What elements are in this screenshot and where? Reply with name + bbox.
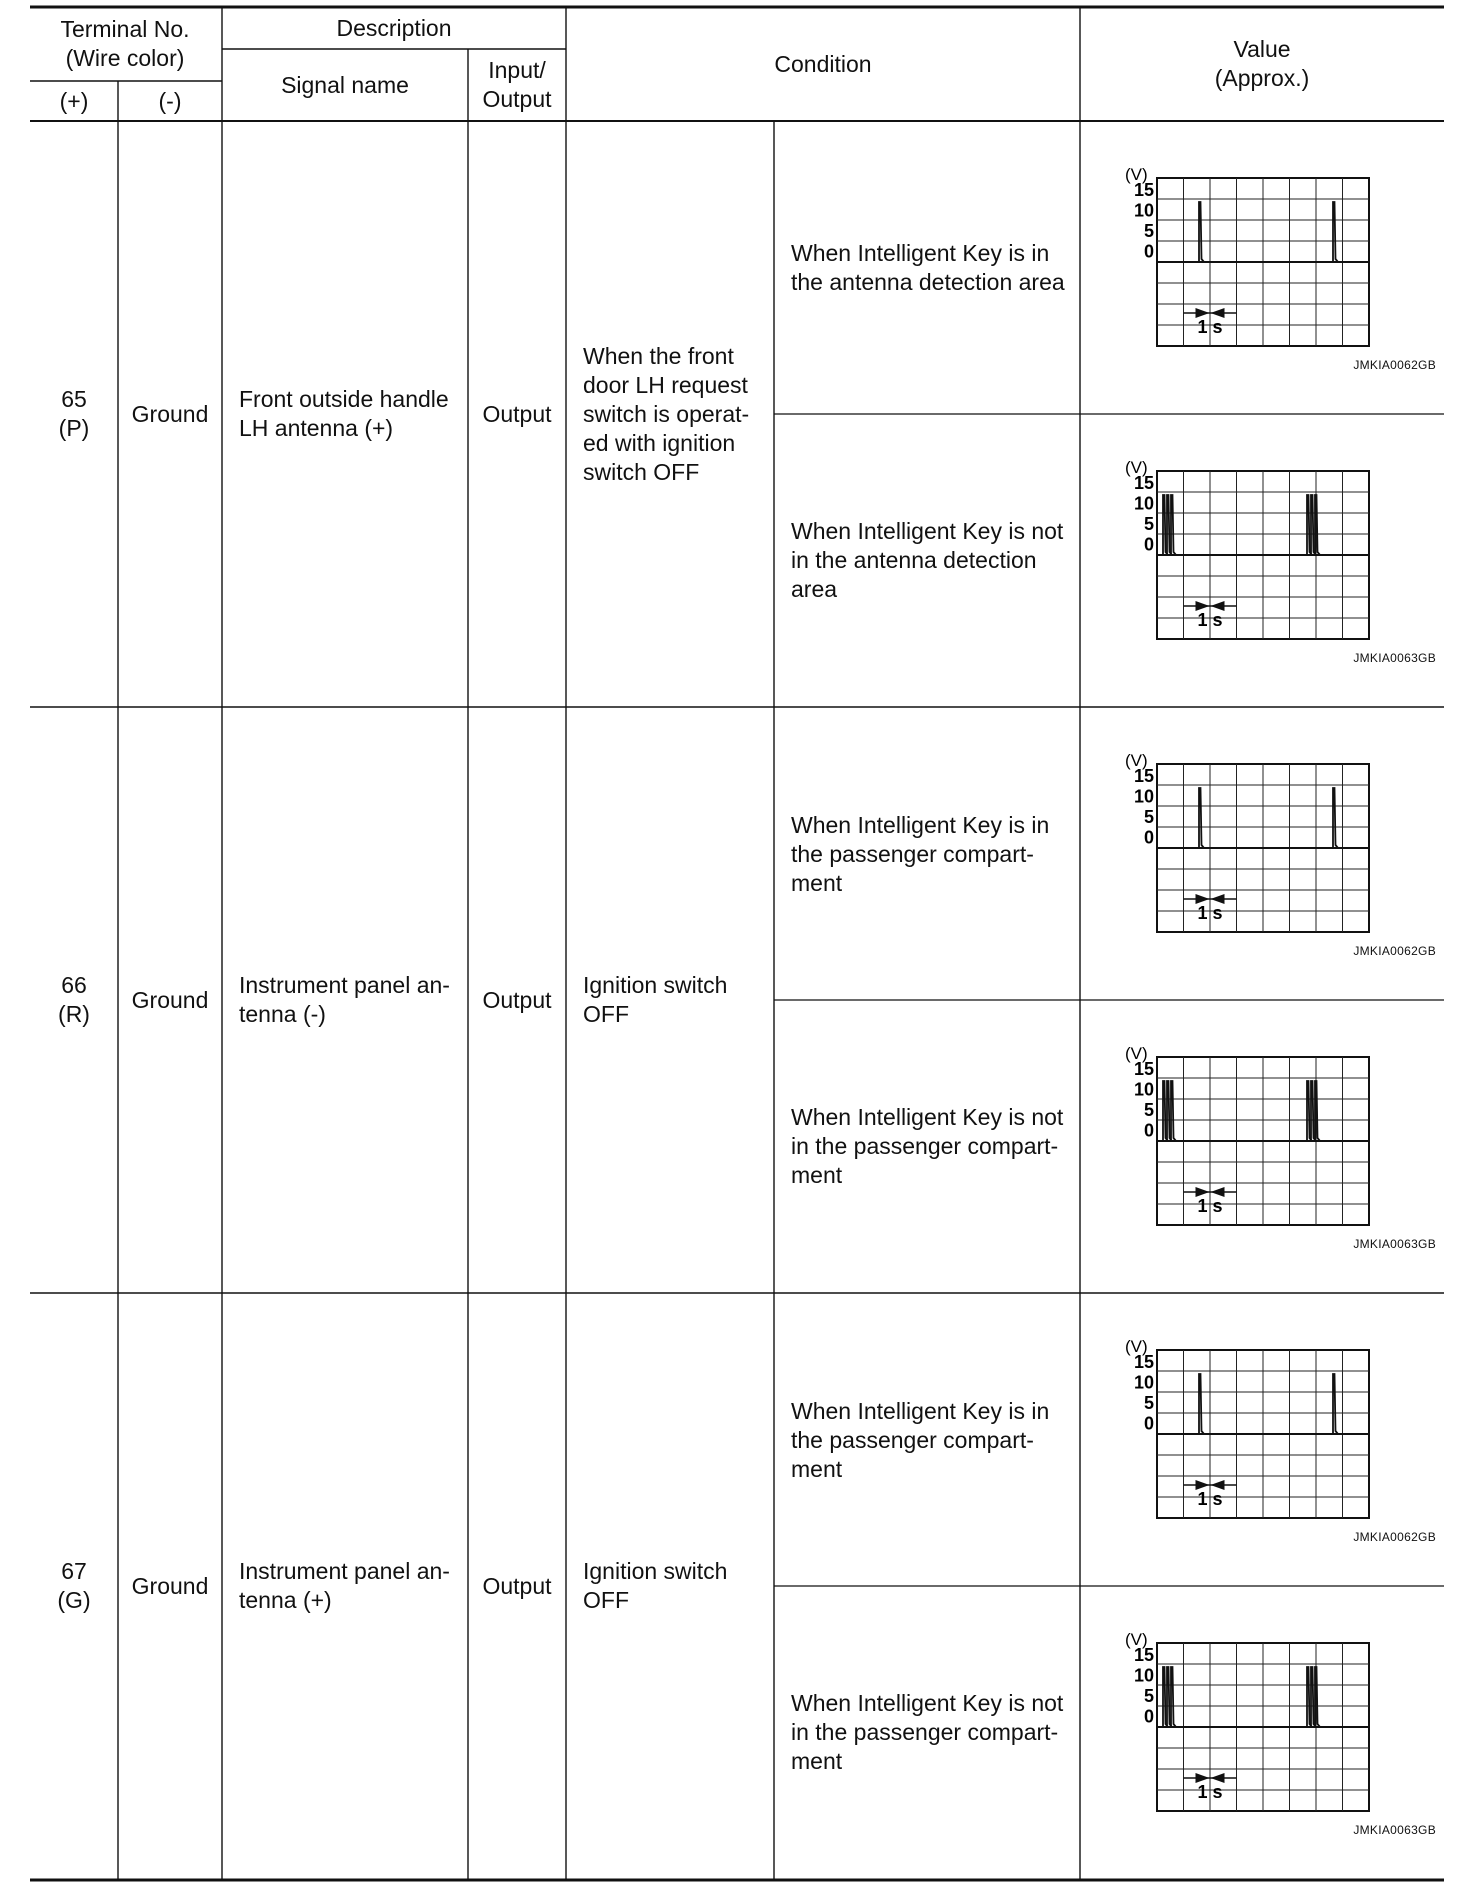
scope-y-tick: 0 (1143, 1706, 1154, 1727)
header-description: Description (336, 14, 452, 41)
header-minus: (-) (158, 87, 182, 114)
waveform-pulse (1171, 495, 1176, 555)
waveform-65-single (1115, 160, 1375, 356)
waveform-pulse (1199, 202, 1204, 262)
row-65-terminal: 65 (P) (58, 386, 90, 441)
figure-code-67-2: JMKIA0063GB (1353, 1823, 1436, 1837)
scope-y-tick: 15 (1133, 1059, 1154, 1079)
waveform-pulse (1315, 1667, 1320, 1727)
waveform-65-burst (1115, 453, 1375, 649)
header-condition: Condition (774, 50, 872, 77)
scope-y-tick: 10 (1133, 786, 1154, 807)
waveform-pulse (1333, 1374, 1338, 1434)
waveform-66-burst (1115, 1039, 1375, 1235)
figure-code-65-2: JMKIA0063GB (1353, 651, 1436, 665)
figure-code-66-2: JMKIA0063GB (1353, 1237, 1436, 1251)
figure-code-67-1: JMKIA0062GB (1353, 1530, 1436, 1544)
time-marker-label: 1 s (1197, 1196, 1223, 1216)
waveform-pulse (1171, 1081, 1176, 1141)
scope-y-tick: 5 (1143, 807, 1154, 827)
row-65-condition: When the front door LH request switch is operat- ed with ignition switch OFF (583, 342, 750, 485)
header-input-output: Input/ Output (482, 57, 552, 112)
scope-y-tick: 10 (1133, 1079, 1154, 1100)
time-marker-label: 1 s (1197, 903, 1223, 923)
scope-y-tick: 10 (1133, 1665, 1154, 1686)
time-marker-label: 1 s (1197, 1782, 1223, 1802)
scope-y-tick: 15 (1133, 1645, 1154, 1665)
waveform-67-burst (1115, 1625, 1375, 1821)
waveform-pulse (1315, 1081, 1320, 1141)
waveform-66-single (1115, 746, 1375, 942)
scope-y-tick: 15 (1133, 766, 1154, 786)
time-marker-label: 1 s (1197, 1489, 1223, 1509)
figure-code-66-1: JMKIA0062GB (1353, 944, 1436, 958)
header-terminal-no: Terminal No. (Wire color) (60, 16, 190, 71)
scope-y-tick: 5 (1143, 1100, 1154, 1120)
row-67-condition: Ignition switch OFF (583, 1558, 728, 1613)
scope-y-tick: 0 (1143, 1413, 1154, 1434)
row-66-condition: Ignition switch OFF (583, 972, 728, 1027)
row-65-sub-1-condition: When Intelligent Key is in the antenna detection area (791, 240, 1065, 295)
scope-y-tick: 5 (1143, 1686, 1154, 1706)
row-66-terminal: 66 (R) (58, 972, 90, 1027)
scope-y-tick: 5 (1143, 221, 1154, 241)
waveform-pulse (1171, 1667, 1176, 1727)
scope-y-tick: 0 (1143, 534, 1154, 555)
row-66-sub-1-condition: When Intelligent Key is in the passenger compart- ment (791, 811, 1050, 896)
time-marker-label: 1 s (1197, 317, 1223, 337)
scope-y-tick: 0 (1143, 1120, 1154, 1141)
scope-y-tick: 10 (1133, 200, 1154, 221)
row-67-io: Output (482, 1572, 552, 1599)
scope-y-tick: 15 (1133, 180, 1154, 200)
scope-unit-label: (V) (1125, 1630, 1148, 1649)
row-65-io: Output (482, 400, 552, 427)
scope-y-tick: 10 (1133, 1372, 1154, 1393)
waveform-pulse (1199, 1374, 1204, 1434)
header-plus: (+) (59, 87, 89, 114)
waveform-pulse (1315, 495, 1320, 555)
scope-unit-label: (V) (1125, 165, 1148, 184)
row-67-sub-2-condition: When Intelligent Key is not in the passenger compart- ment (791, 1689, 1064, 1774)
figure-code-65-1: JMKIA0062GB (1353, 358, 1436, 372)
header-signal-name: Signal name (281, 71, 409, 98)
scope-y-tick: 15 (1133, 1352, 1154, 1372)
scope-y-tick: 0 (1143, 827, 1154, 848)
scope-y-tick: 10 (1133, 493, 1154, 514)
time-marker-label: 1 s (1197, 610, 1223, 630)
scope-unit-label: (V) (1125, 1044, 1148, 1063)
scope-y-tick: 5 (1143, 514, 1154, 534)
scope-y-tick: 0 (1143, 241, 1154, 262)
waveform-pulse (1199, 788, 1204, 848)
row-67-ground: Ground (131, 1572, 209, 1599)
waveform-67-single (1115, 1332, 1375, 1528)
row-67-sub-1-condition: When Intelligent Key is in the passenger compart- ment (791, 1397, 1050, 1482)
row-66-signal-name: Instrument panel an- tenna (-) (239, 972, 450, 1027)
scope-unit-label: (V) (1125, 751, 1148, 770)
row-67-terminal: 67 (G) (57, 1558, 91, 1613)
row-65-ground: Ground (131, 400, 209, 427)
row-66-sub-2-condition: When Intelligent Key is not in the passenger compart- ment (791, 1103, 1064, 1188)
row-65-signal-name: Front outside handle LH antenna (+) (239, 386, 449, 441)
waveform-pulse (1333, 788, 1338, 848)
scope-unit-label: (V) (1125, 458, 1148, 477)
row-67-signal-name: Instrument panel an- tenna (+) (239, 1558, 450, 1613)
row-66-ground: Ground (131, 986, 209, 1013)
header-value: Value (Approx.) (1214, 36, 1310, 91)
scope-unit-label: (V) (1125, 1337, 1148, 1356)
waveform-pulse (1333, 202, 1338, 262)
row-65-sub-2-condition: When Intelligent Key is not in the antenna detection area (791, 517, 1064, 602)
scope-y-tick: 15 (1133, 473, 1154, 493)
scope-y-tick: 5 (1143, 1393, 1154, 1413)
row-66-io: Output (482, 986, 552, 1013)
